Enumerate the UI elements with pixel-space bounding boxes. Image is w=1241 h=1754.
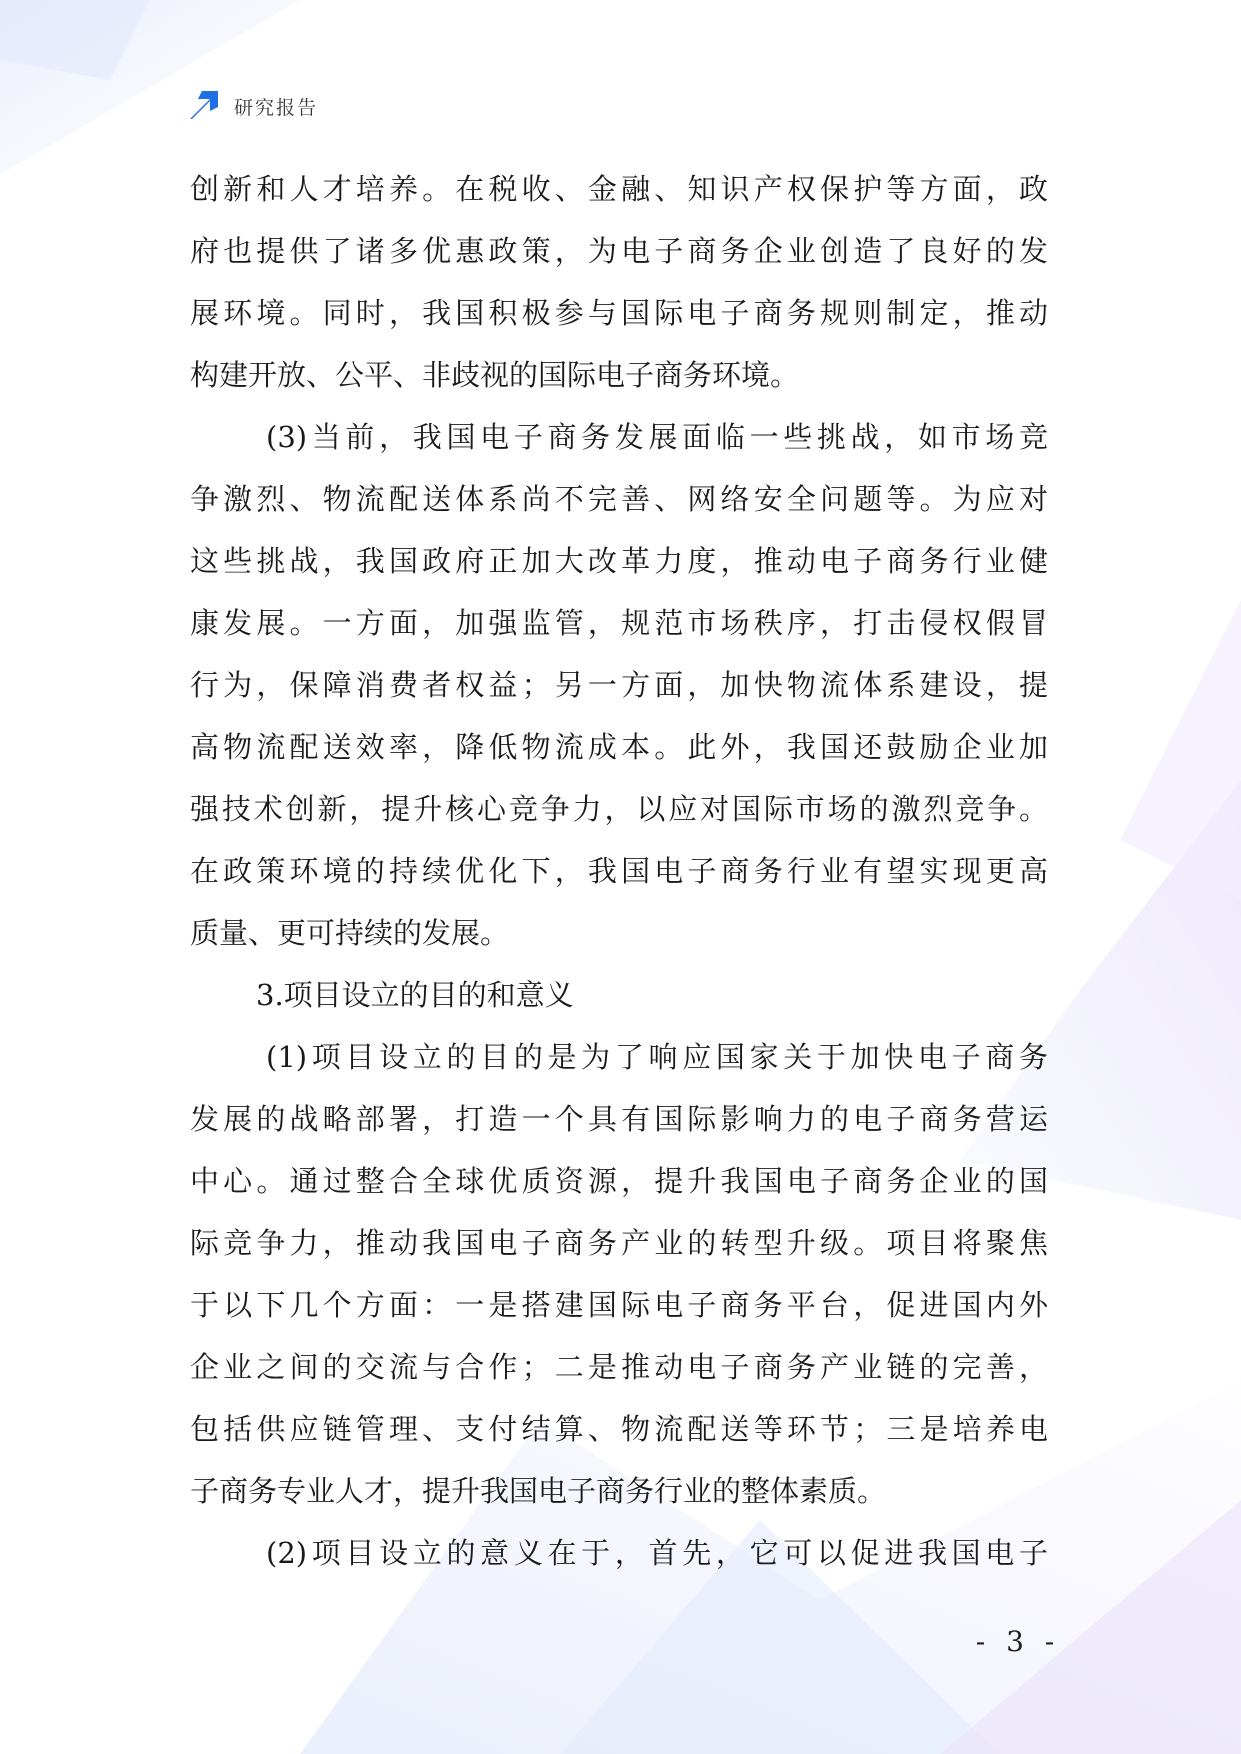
- wash-right-2: [1120, 600, 1241, 900]
- text-line: 在政策环境的持续优化下，我国电子商务行业有望实现更高: [190, 854, 1048, 888]
- section-heading: 3.项目设立的目的和意义: [256, 978, 574, 1012]
- text-line: 包括供应链管理、支付结算、物流配送等环节；三是培养电: [190, 1412, 1048, 1446]
- text-line: (1)项目设立的目的是为了响应国家关于加快电子商务: [266, 1040, 1048, 1074]
- text-line: 创新和人才培养。在税收、金融、知识产权保护等方面，政: [190, 172, 1048, 206]
- text-line: 行为，保障消费者权益；另一方面，加快物流体系建设，提: [190, 668, 1048, 702]
- text-line: 中心。通过整合全球优质资源，提升我国电子商务企业的国: [190, 1164, 1048, 1198]
- text-line: 际竞争力，推动我国电子商务产业的转型升级。项目将聚焦: [190, 1226, 1048, 1260]
- text-line: (2)项目设立的意义在于，首先，它可以促进我国电子: [266, 1536, 1048, 1570]
- text-line: 强技术创新，提升核心竞争力，以应对国际市场的激烈竞争。: [190, 792, 1048, 826]
- page-number: - 3 -: [975, 1625, 1061, 1658]
- text-line: 这些挑战，我国政府正加大改革力度，推动电子商务行业健: [190, 544, 1048, 578]
- text-line: 高物流配送效率，降低物流成本。此外，我国还鼓励企业加: [190, 730, 1048, 764]
- text-line: 发展的战略部署，打造一个具有国际影响力的电子商务营运: [190, 1102, 1048, 1136]
- text-line: 子商务专业人才，提升我国电子商务行业的整体素质。: [190, 1474, 887, 1508]
- body-text: [190, 158, 1048, 1584]
- text-line: 企业之间的交流与合作；二是推动电子商务产业链的完善，: [190, 1350, 1048, 1384]
- text-line: 质量、更可持续的发展。: [190, 916, 510, 950]
- text-line: 于以下几个方面：一是搭建国际电子商务平台，促进国内外: [190, 1288, 1048, 1322]
- text-line: 府也提供了诸多优惠政策，为电子商务企业创造了良好的发: [190, 234, 1048, 268]
- text-line: 构建开放、公平、非歧视的国际电子商务环境。: [190, 358, 800, 392]
- text-line: 展环境。同时，我国积极参与国际电子商务规则制定，推动: [190, 296, 1048, 330]
- text-line: (3)当前，我国电子商务发展面临一些挑战，如市场竞: [266, 420, 1048, 454]
- header-title: 研究报告: [234, 96, 319, 119]
- arrow-up-right-icon: [186, 89, 220, 123]
- text-line: 争激烈、物流配送体系尚不完善、网络安全问题等。为应对: [190, 482, 1048, 516]
- text-line: 康发展。一方面，加强监管，规范市场秩序，打击侵权假冒: [190, 606, 1048, 640]
- report-header: [186, 88, 318, 124]
